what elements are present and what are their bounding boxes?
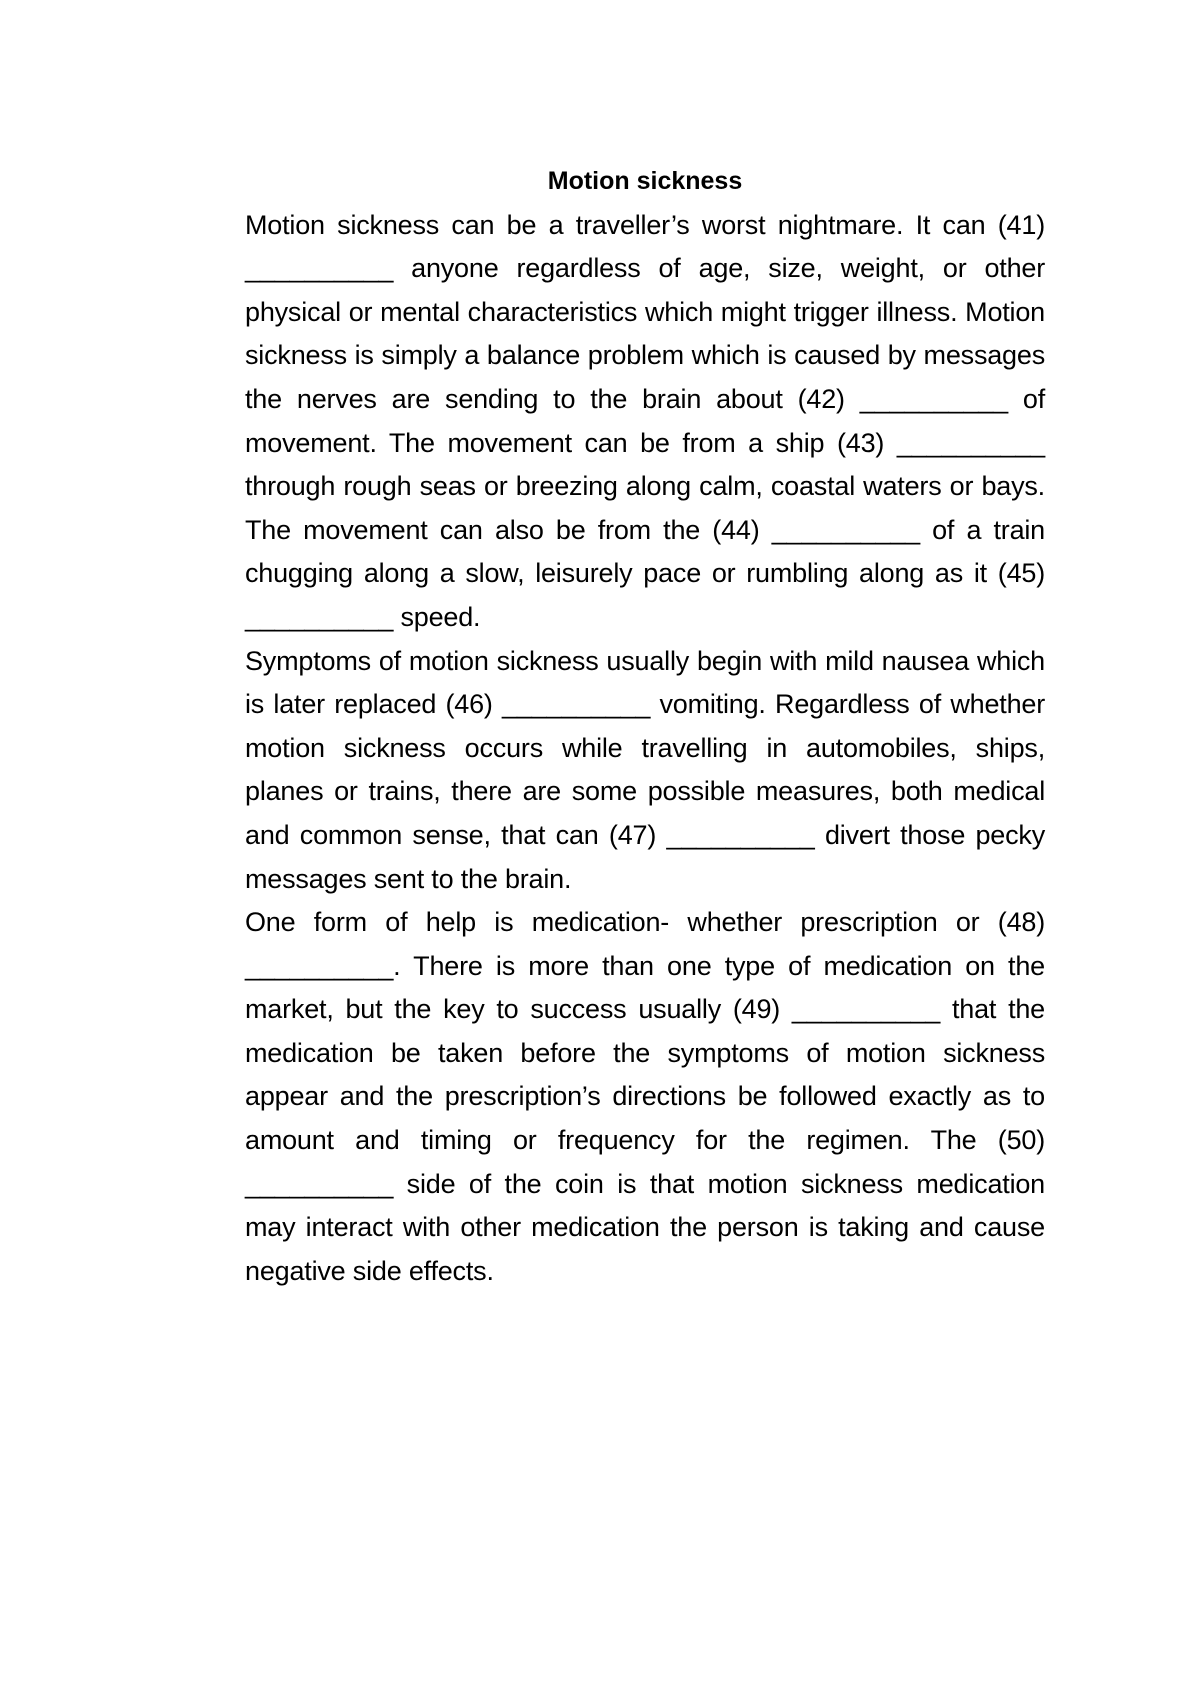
document-page [245, 160, 1045, 1293]
paragraph-2: Symptoms of motion sickness usually begin with mild nausea which is later replaced (46) __________ vomiting. Regardless of whether motion sickness occurs while travelling in automobiles, ships, planes or trains, there are some possible measures, both medical and common sense, that can (47) __________ divert those pecky messages sent to the brain. [245, 645, 1045, 894]
document-title: Motion sickness [547, 167, 743, 195]
paragraph-3: One form of help is medication- whether prescription or (48) __________. There is more than one type of medication on the market, but the key to success usually (49) __________ that the medication be taken before the symptoms of motion sickness appear and the prescription’s directions be followed exactly as to amount and timing or frequency for the regimen. The (50) __________ side of the coin is that motion sickness medication may interact with other medication the person is taking and cause negative side effects. [245, 907, 1045, 1286]
paragraph-1: Motion sickness can be a traveller’s worst nightmare. It can (41) __________ anyone regardless of age, size, weight, or other physical or mental characteristics which might trigger illness. Motion sickness is simply a balance problem which is caused by messages the nerves are sending to the brain about (42) __________ of movement. The movement can be from a ship (43) __________ through rough seas or breezing along calm, coastal waters or bays. The movement can also be from the (44) __________ of a train chugging along a slow, leisurely pace or rumbling along as it (45) __________ speed. [245, 209, 1045, 632]
